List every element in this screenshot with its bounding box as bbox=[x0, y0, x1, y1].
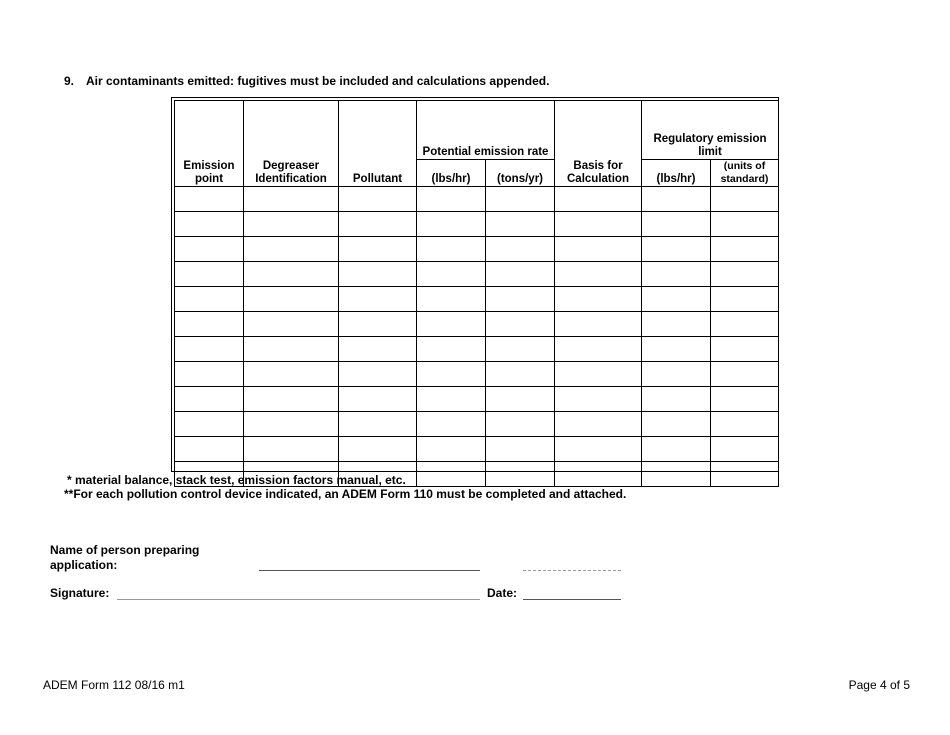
table-cell[interactable] bbox=[642, 437, 711, 462]
table-row bbox=[175, 237, 779, 262]
emissions-table-body bbox=[175, 187, 779, 487]
table-row bbox=[175, 262, 779, 287]
table-cell[interactable] bbox=[711, 187, 779, 212]
table-cell[interactable] bbox=[555, 337, 642, 362]
emissions-table-frame bbox=[171, 97, 779, 472]
table-cell[interactable] bbox=[339, 262, 417, 287]
table-row bbox=[175, 212, 779, 237]
table-cell[interactable] bbox=[175, 187, 244, 212]
table-cell[interactable] bbox=[175, 287, 244, 312]
header-lbs-hr: (lbs/hr) bbox=[417, 160, 486, 187]
table-cell[interactable] bbox=[244, 387, 339, 412]
table-cell[interactable] bbox=[642, 187, 711, 212]
table-cell[interactable] bbox=[175, 362, 244, 387]
table-cell[interactable] bbox=[339, 312, 417, 337]
table-cell[interactable] bbox=[555, 312, 642, 337]
table-cell[interactable] bbox=[711, 212, 779, 237]
table-cell[interactable] bbox=[175, 412, 244, 437]
table-cell[interactable] bbox=[642, 337, 711, 362]
table-cell[interactable] bbox=[244, 212, 339, 237]
table-cell[interactable] bbox=[175, 437, 244, 462]
table-cell[interactable] bbox=[711, 312, 779, 337]
table-cell[interactable] bbox=[417, 187, 486, 212]
table-cell[interactable] bbox=[175, 312, 244, 337]
table-cell[interactable] bbox=[642, 412, 711, 437]
header-regulatory-limit-label: Regulatory emission limit bbox=[653, 133, 767, 158]
table-cell[interactable] bbox=[417, 362, 486, 387]
table-cell[interactable] bbox=[486, 262, 555, 287]
table-cell[interactable] bbox=[642, 462, 711, 487]
table-cell[interactable] bbox=[175, 262, 244, 287]
form-id: ADEM Form 112 08/16 m1 bbox=[43, 678, 185, 692]
emissions-table bbox=[174, 100, 779, 487]
table-cell[interactable] bbox=[711, 262, 779, 287]
table-cell[interactable] bbox=[486, 337, 555, 362]
table-cell[interactable] bbox=[417, 387, 486, 412]
table-cell[interactable] bbox=[417, 237, 486, 262]
table-cell[interactable] bbox=[486, 287, 555, 312]
section-number: 9. bbox=[64, 74, 75, 88]
header-regulatory-limit bbox=[642, 101, 779, 160]
preparer-name-field[interactable] bbox=[259, 570, 480, 571]
table-cell[interactable] bbox=[642, 387, 711, 412]
table-row bbox=[175, 287, 779, 312]
preparer-name-field-extension[interactable] bbox=[523, 570, 621, 571]
table-cell[interactable] bbox=[417, 312, 486, 337]
table-cell[interactable] bbox=[711, 362, 779, 387]
signature-field[interactable] bbox=[117, 599, 480, 600]
table-cell[interactable] bbox=[711, 287, 779, 312]
table-cell[interactable] bbox=[555, 187, 642, 212]
table-cell[interactable] bbox=[244, 287, 339, 312]
table-cell[interactable] bbox=[711, 462, 779, 487]
table-notes bbox=[64, 473, 626, 501]
table-cell[interactable] bbox=[244, 237, 339, 262]
table-cell[interactable] bbox=[339, 212, 417, 237]
table-row bbox=[175, 387, 779, 412]
table-cell[interactable] bbox=[642, 362, 711, 387]
table-cell[interactable] bbox=[486, 362, 555, 387]
table-row bbox=[175, 337, 779, 362]
table-cell[interactable] bbox=[175, 337, 244, 362]
table-cell[interactable] bbox=[417, 212, 486, 237]
header-basis: Basis for Calculation bbox=[555, 101, 642, 187]
table-cell[interactable] bbox=[555, 362, 642, 387]
header-pollutant: Pollutant bbox=[339, 101, 417, 187]
table-cell[interactable] bbox=[417, 412, 486, 437]
table-cell[interactable] bbox=[711, 437, 779, 462]
table-cell[interactable] bbox=[555, 287, 642, 312]
table-cell[interactable] bbox=[175, 237, 244, 262]
note-control-device: **For each pollution control device indicated, an ADEM Form 110 must be completed and attached. bbox=[64, 487, 627, 501]
preparer-name-label: Name of person preparing application: bbox=[50, 543, 200, 572]
table-cell[interactable] bbox=[339, 237, 417, 262]
table-cell[interactable] bbox=[555, 237, 642, 262]
table-cell[interactable] bbox=[711, 237, 779, 262]
table-cell[interactable] bbox=[339, 362, 417, 387]
table-cell[interactable] bbox=[642, 237, 711, 262]
table-row bbox=[175, 312, 779, 337]
table-cell[interactable] bbox=[642, 312, 711, 337]
table-cell[interactable] bbox=[642, 287, 711, 312]
date-label: Date: bbox=[487, 586, 518, 600]
table-cell[interactable] bbox=[244, 437, 339, 462]
table-cell[interactable] bbox=[555, 412, 642, 437]
page-number: Page 4 of 5 bbox=[848, 678, 910, 692]
signature-label: Signature: bbox=[50, 586, 110, 600]
header-degreaser-id: Degreaser Identification bbox=[244, 101, 339, 187]
header-reg-lbs-hr: (lbs/hr) bbox=[642, 160, 711, 187]
note-basis: * material balance, stack test, emission factors manual, etc. bbox=[67, 473, 406, 487]
table-cell[interactable] bbox=[339, 437, 417, 462]
header-potential-rate: Potential emission rate bbox=[417, 101, 555, 160]
table-cell[interactable] bbox=[339, 412, 417, 437]
table-cell[interactable] bbox=[711, 387, 779, 412]
table-cell[interactable] bbox=[486, 412, 555, 437]
table-cell[interactable] bbox=[244, 262, 339, 287]
table-cell[interactable] bbox=[244, 312, 339, 337]
table-cell[interactable] bbox=[417, 287, 486, 312]
section-title: Air contaminants emitted: fugitives must be included and calculations appended. bbox=[86, 74, 550, 88]
table-cell[interactable] bbox=[244, 362, 339, 387]
table-cell[interactable] bbox=[417, 262, 486, 287]
table-cell[interactable] bbox=[339, 187, 417, 212]
section-heading bbox=[64, 74, 549, 88]
table-cell[interactable] bbox=[555, 212, 642, 237]
header-reg-units: (units of standard) bbox=[711, 160, 779, 187]
table-cell[interactable] bbox=[244, 337, 339, 362]
table-cell[interactable] bbox=[339, 287, 417, 312]
table-cell[interactable] bbox=[555, 262, 642, 287]
table-cell[interactable] bbox=[486, 212, 555, 237]
table-cell[interactable] bbox=[711, 337, 779, 362]
table-cell[interactable] bbox=[339, 387, 417, 412]
table-row bbox=[175, 437, 779, 462]
table-cell[interactable] bbox=[711, 412, 779, 437]
header-emission-point: Emission point bbox=[175, 101, 244, 187]
table-cell[interactable] bbox=[486, 312, 555, 337]
table-cell[interactable] bbox=[175, 212, 244, 237]
table-cell[interactable] bbox=[486, 237, 555, 262]
table-row bbox=[175, 412, 779, 437]
table-cell[interactable] bbox=[175, 387, 244, 412]
table-cell[interactable] bbox=[642, 212, 711, 237]
table-cell[interactable] bbox=[555, 437, 642, 462]
table-cell[interactable] bbox=[486, 437, 555, 462]
table-cell[interactable] bbox=[244, 412, 339, 437]
header-tons-yr: (tons/yr) bbox=[486, 160, 555, 187]
date-field[interactable] bbox=[523, 599, 621, 600]
table-cell[interactable] bbox=[486, 187, 555, 212]
table-row bbox=[175, 187, 779, 212]
table-cell[interactable] bbox=[642, 262, 711, 287]
table-cell[interactable] bbox=[417, 437, 486, 462]
table-cell[interactable] bbox=[339, 337, 417, 362]
table-row bbox=[175, 362, 779, 387]
table-cell[interactable] bbox=[555, 387, 642, 412]
table-cell[interactable] bbox=[244, 187, 339, 212]
table-cell[interactable] bbox=[486, 387, 555, 412]
table-cell[interactable] bbox=[417, 337, 486, 362]
